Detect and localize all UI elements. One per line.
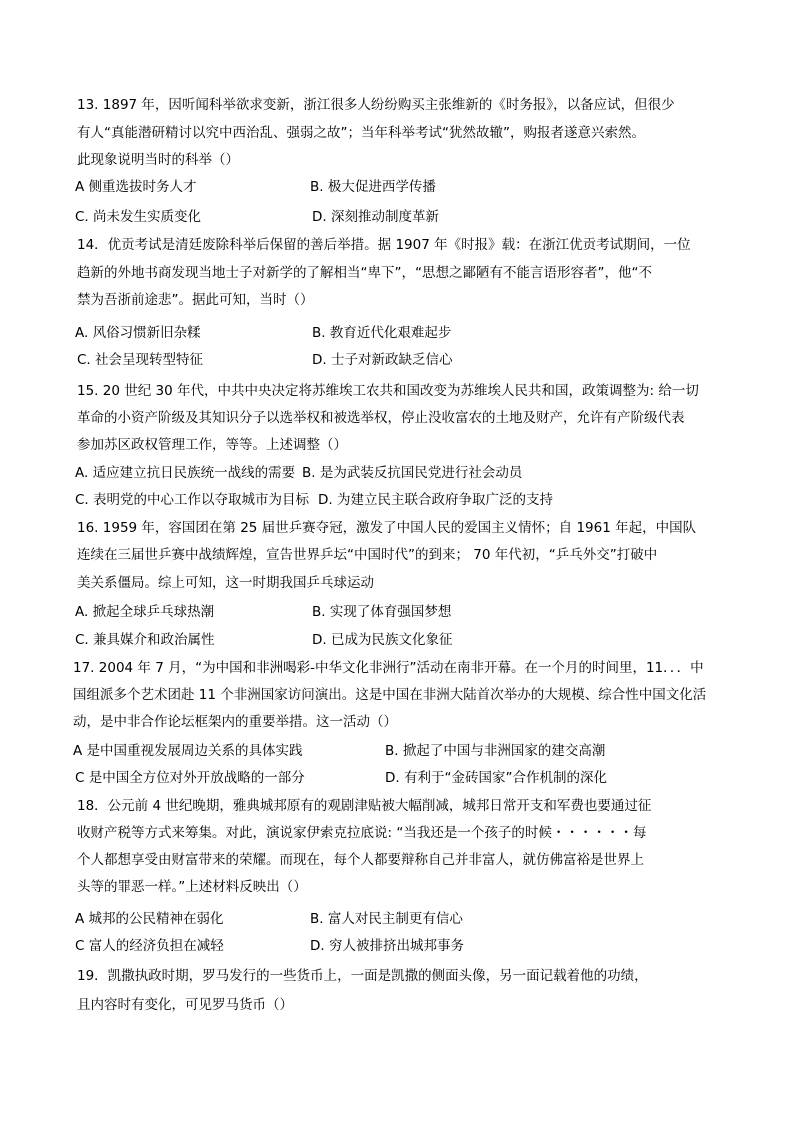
question-19-line-2: 且内容时有变化，可见罗马货币（）	[77, 997, 293, 1013]
question-18-line-2: 收财产税等方式来筹集。对此，演说家伊索克拉底说: “当我还是一个孩子的时候・・・・・・每	[77, 825, 647, 841]
question-17-option-c[interactable]: C 是中国全方位对外开放战略的一部分	[75, 770, 305, 786]
question-13-option-a[interactable]: A 侧重选拔时务人才	[75, 179, 197, 195]
question-17-line-1: 17. 2004 年 7 月，“为中国和非洲喝彩-中华文化非洲行”活动在南非开幕。在一个月的时间里，11．．．中	[73, 660, 704, 676]
question-15-option-a[interactable]: A. 适应建立抗日民族统一战线的需要	[75, 465, 296, 481]
question-16-option-d[interactable]: D. 已成为民族文化象征	[312, 632, 453, 648]
question-14-option-b[interactable]: B. 教育近代化艰难起步	[312, 325, 452, 341]
question-18-option-b[interactable]: B. 富人对民主制更有信心	[310, 911, 463, 927]
question-13-option-d[interactable]: D. 深刻推动制度革新	[312, 209, 439, 225]
question-14-line-1: 14．优贡考试是清廷废除科举后保留的善后举措。据 1907 年《时报》载：在浙江优贡考试期间，一位	[77, 237, 691, 253]
question-14-option-c[interactable]: C. 社会呈现转型特征	[77, 352, 204, 368]
question-18-line-4: 头等的罪恶一样。”上述材料反映出（）	[77, 879, 307, 895]
question-15-line-3: 参加苏区政权管理工作，等等。上述调整（）	[77, 437, 347, 453]
question-14-option-a[interactable]: A. 风俗习惯新旧杂糅	[75, 325, 201, 341]
question-15-line-1: 15. 20 世纪 30 年代，中共中央决定将苏维埃工农共和国改变为苏维埃人民共和国，政策调整为: 给一切	[77, 383, 699, 399]
question-16-line-2: 连续在三届世乒赛中战绩辉煌，宣告世界乒坛“中国时代”的到来； 70 年代初，“乒乓外交”打破中	[77, 547, 658, 563]
question-17-option-a[interactable]: A 是中国重视发展周边关系的具体实践	[73, 743, 303, 759]
question-18-line-3: 个人都想享受由财富带来的荣耀。而现在，每个人都要辩称自己并非富人，就仿佛富裕是世界上	[77, 852, 644, 868]
question-17-line-3: 动，是中非合作论坛框架内的重要举措。这一活动（）	[73, 714, 397, 730]
question-13-line-1: 13. 1897 年，因听闻科举欲求变新，浙江很多人纷纷购买主张维新的《时务报》，以备应试，但很少	[77, 97, 675, 113]
question-16-line-3: 美关系僵局。综上可知，这一时期我国乒乓球运动	[77, 575, 374, 591]
question-16-line-1: 16. 1959 年，容国团在第 25 届世乒赛夺冠，激发了中国人民的爱国主义情怀；自 1961 年起，中国队	[77, 520, 697, 536]
question-15-option-d[interactable]: D. 为建立民主联合政府争取广泛的支持	[318, 492, 553, 508]
question-14-option-d[interactable]: D. 士子对新政缺乏信心	[312, 352, 453, 368]
question-17-option-d[interactable]: D. 有利于“金砖国家”合作机制的深化	[385, 770, 607, 786]
question-15-option-c[interactable]: C. 表明党的中心工作以夺取城市为目标	[75, 492, 310, 508]
question-15-line-2: 革命的小资产阶级及其知识分子以选举权和被选举权，停止没收富农的土地及财产，允许有产阶级代表	[77, 410, 685, 426]
question-15-option-b[interactable]: B. 是为武装反抗国民党进行社会动员	[302, 465, 523, 481]
question-13-line-2: 有人“真能潜研精讨以究中西治乱、强弱之故”；当年科举考试“犹然故辙”，购报者遂意兴索然。	[77, 125, 645, 141]
question-14-line-3: 禁为吾浙前途悲”。据此可知，当时（）	[77, 292, 314, 308]
question-14-line-2: 趋新的外地书商发现当地士子对新学的了解相当“卑下”，“思想之鄙陋有不能言语形容者”，他“不	[77, 265, 652, 281]
question-13-line-3: 此现象说明当时的科举（）	[77, 152, 239, 168]
question-17-line-2: 国组派多个艺术团赴 11 个非洲国家访问演出。这是中国在非洲大陆首次举办的大规模、综合性中国文化活	[73, 687, 707, 703]
question-19-line-1: 19．凯撒执政时期，罗马发行的一些货币上，一面是凯撒的侧面头像，另一面记载着他的功绩，	[77, 968, 648, 984]
question-16-option-a[interactable]: A. 掀起全球乒乓球热潮	[75, 604, 215, 620]
question-18-line-1: 18．公元前 4 世纪晚期，雅典城邦原有的观剧津贴被大幅削减，城邦日常开支和军费也要通过征	[77, 798, 652, 814]
question-16-option-b[interactable]: B. 实现了体育强国梦想	[312, 604, 452, 620]
question-18-option-c[interactable]: C 富人的经济负担在减轻	[75, 938, 224, 954]
question-18-option-a[interactable]: A 城邦的公民精神在弱化	[75, 911, 224, 927]
question-13-option-b[interactable]: B. 极大促进西学传播	[310, 179, 436, 195]
question-16-option-c[interactable]: C. 兼具媒介和政治属性	[75, 632, 215, 648]
question-18-option-d[interactable]: D. 穷人被排挤出城邦事务	[310, 938, 464, 954]
question-17-option-b[interactable]: B. 掀起了中国与非洲国家的建交高潮	[385, 743, 606, 759]
question-13-option-c[interactable]: C. 尚未发生实质变化	[75, 209, 202, 225]
